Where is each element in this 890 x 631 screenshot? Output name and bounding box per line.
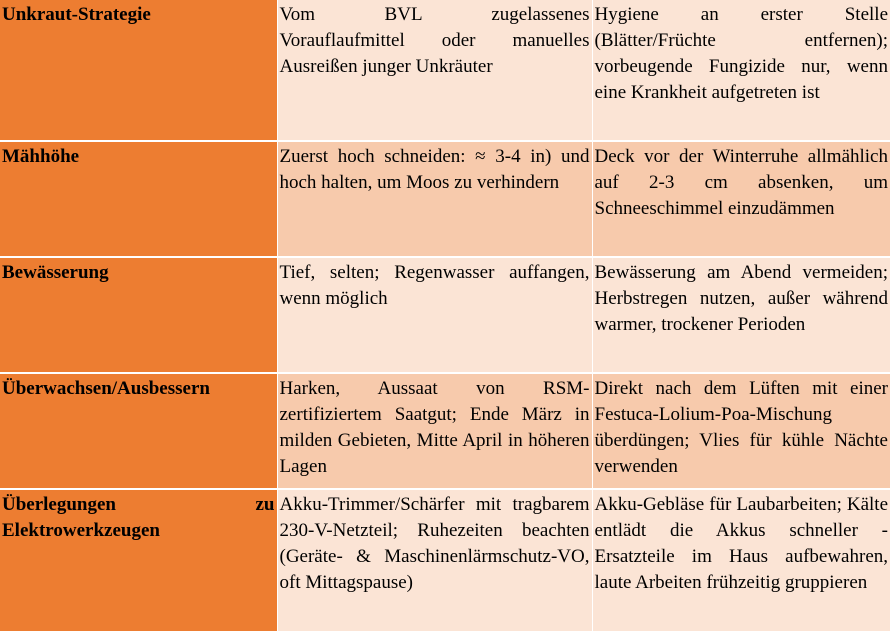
row-header-watering: Bewässerung	[0, 257, 277, 373]
table-row-watering	[0, 257, 890, 373]
cell-mowing-height-col2: Zuerst hoch schneiden: ≈ 3-4 in) und hoch halten, um Moos zu verhindern	[277, 141, 592, 257]
row-header-overseeding: Überwachsen/Ausbessern	[0, 373, 277, 489]
table-row-mowing-height	[0, 141, 890, 257]
table-row-weed-strategy	[0, 0, 890, 141]
cell-overseeding-col2: Harken, Aussaat von RSM-zertifiziertem Saatgut; Ende März in milden Gebieten, Mitte April in höheren Lagen	[277, 373, 592, 489]
cell-weed-strategy-col2: Vom BVL zugelassenes Vorauflaufmittel oder manuelles Ausreißen junger Unkräuter	[277, 0, 592, 141]
cell-watering-col3: Bewässerung am Abend vermeiden; Herbstregen nutzen, außer während warmer, trockener Perioden	[592, 257, 890, 373]
row-header-power-tools: Überlegungen zu Elektrowerkzeugen	[0, 489, 277, 631]
row-header-mowing-height: Mähhöhe	[0, 141, 277, 257]
cell-power-tools-col3: Akku-Gebläse für Laubarbeiten; Kälte entlädt die Akkus schneller - Ersatzteile im Haus aufbewahren, laute Arbeiten frühzeitig gruppieren	[592, 489, 890, 631]
cell-overseeding-col3: Direkt nach dem Lüften mit einer Festuca-Lolium-Poa-Mischung überdüngen; Vlies für kühle Nächte verwenden	[592, 373, 890, 489]
cell-weed-strategy-col3: Hygiene an erster Stelle (Blätter/Früchte entfernen); vorbeugende Fungizide nur, wenn eine Krankheit aufgetreten ist	[592, 0, 890, 141]
cell-mowing-height-col3: Deck vor der Winterruhe allmählich auf 2-3 cm absenken, um Schneeschimmel einzudämmen	[592, 141, 890, 257]
cell-power-tools-col2: Akku-Trimmer/Schärfer mit tragbarem 230-V-Netzteil; Ruhezeiten beachten (Geräte- & Maschinenlärmschutz-VO, oft Mittagspause)	[277, 489, 592, 631]
table-row-overseeding	[0, 373, 890, 489]
row-header-weed-strategy: Unkraut-Strategie	[0, 0, 277, 141]
table-row-power-tools	[0, 489, 890, 631]
cell-watering-col2: Tief, selten; Regenwasser auffangen, wenn möglich	[277, 257, 592, 373]
